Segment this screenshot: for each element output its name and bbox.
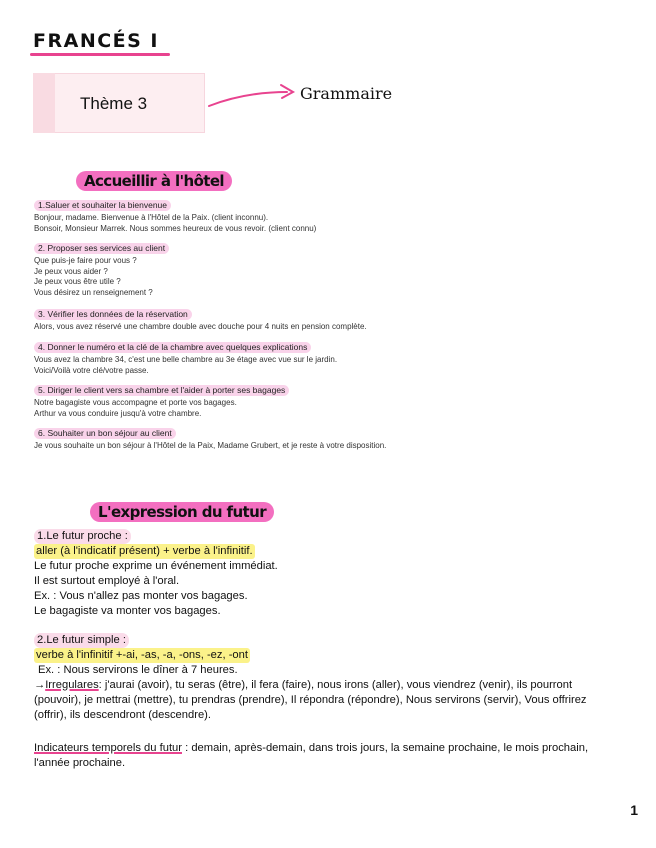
futur-simple-block	[34, 633, 594, 723]
step-title: 5. Diriger le client vers sa chambre et l'aider à porter ses bagages	[34, 385, 289, 396]
topic-label: Grammaire	[300, 84, 393, 103]
section-heading-hotel: Accueillir à l'hôtel	[76, 172, 232, 190]
step-title: 1.Saluer et souhaiter la bienvenue	[34, 200, 171, 211]
step-title: 3. Vérifier les données de la réservation	[34, 309, 192, 320]
futur-proche-block	[34, 529, 614, 619]
indicateurs-paragraph	[34, 741, 594, 771]
step-line: Vous désirez un renseignement ?	[34, 287, 153, 297]
step-line: Notre bagagiste vous accompagne et porte vos bagages.	[34, 398, 237, 407]
step-title: 2. Proposer ses services au client	[34, 243, 169, 254]
theme-box-strip	[33, 73, 55, 133]
futur-proche-rule: aller (à l'indicatif présent) + verbe à l'infinitif.	[36, 545, 253, 557]
step-4	[34, 337, 337, 376]
text-line: Ex. : Nous servirons le dîner à 7 heures.	[38, 664, 238, 676]
step-line: Que puis-je faire pour vous ?	[34, 256, 137, 265]
step-line: Voici/Voilà votre clé/votre passe.	[34, 365, 149, 375]
step-line: Bonjour, madame. Bienvenue à l'Hôtel de la Paix. (client inconnu).	[34, 213, 269, 222]
arrow-right-icon: →	[34, 679, 46, 691]
indicateurs-text: : demain, après-demain, dans trois jours, la semaine prochaine, le mois prochain, l'année prochaine.	[34, 742, 589, 769]
step-line: Alors, vous avez réservé une chambre double avec douche pour 4 nuits en pension complète.	[34, 322, 367, 331]
step-5	[34, 380, 289, 419]
section-heading-futur: L'expression du futur	[90, 503, 274, 521]
page-number: 1	[630, 802, 638, 818]
text-line: Ex. : Vous n'allez pas monter vos bagages.	[34, 590, 248, 602]
step-line: Vous avez la chambre 34, c'est une belle chambre au 3e étage avec vue sur le jardin.	[34, 355, 338, 364]
theme-label: Thème 3	[80, 94, 148, 113]
step-1	[34, 195, 316, 234]
step-3	[34, 304, 367, 333]
title-underline	[30, 53, 170, 56]
step-2	[34, 238, 169, 298]
futur-proche-label: 1.Le futur proche :	[34, 529, 131, 544]
step-6	[34, 423, 386, 452]
irregular-label: Irregulares	[45, 679, 99, 691]
step-line: Arthur va vous conduire jusqu'à votre chambre.	[34, 408, 202, 418]
text-line: Le futur proche exprime un événement immédiat.	[34, 560, 278, 572]
text-line: Le bagagiste va monter vos bagages.	[34, 605, 221, 617]
doc-title: FRANCÉS I	[33, 30, 160, 52]
futur-simple-rule: verbe à l'infinitif +-ai, -as, -a, -ons, -ez, -ont	[36, 649, 248, 661]
arrow-icon	[205, 80, 300, 114]
irregular-text: : j'aurai (avoir), tu seras (être), il fera (faire), nous irons (aller), vous viendrez (venir), ils pourront (pouvoir), je mettrai (mettre), tu prendras (prendre), Il répondra (répondre), Nous servirons (servir), Vous offrirez (offrir), ils descendront (descendre).	[34, 679, 587, 721]
step-line: Je peux vous aider ?	[34, 266, 108, 276]
step-title: 4. Donner le numéro et la clé de la chambre avec quelques explications	[34, 342, 311, 353]
step-title: 6. Souhaiter un bon séjour au client	[34, 428, 176, 439]
step-line: Bonsoir, Monsieur Marrek. Nous sommes heureux de vous revoir. (client connu)	[34, 223, 317, 233]
step-line: Je peux vous être utile ?	[34, 277, 121, 286]
irregular-paragraph	[34, 678, 594, 723]
step-line: Je vous souhaite un bon séjour à l'Hôtel de la Paix, Madame Grubert, et je reste à votre disposition.	[34, 441, 387, 450]
futur-simple-label: 2.Le futur simple :	[34, 633, 129, 648]
text-line: Il est surtout employé à l'oral.	[34, 575, 180, 587]
indicateurs-label: Indicateurs temporels du futur	[34, 742, 182, 754]
